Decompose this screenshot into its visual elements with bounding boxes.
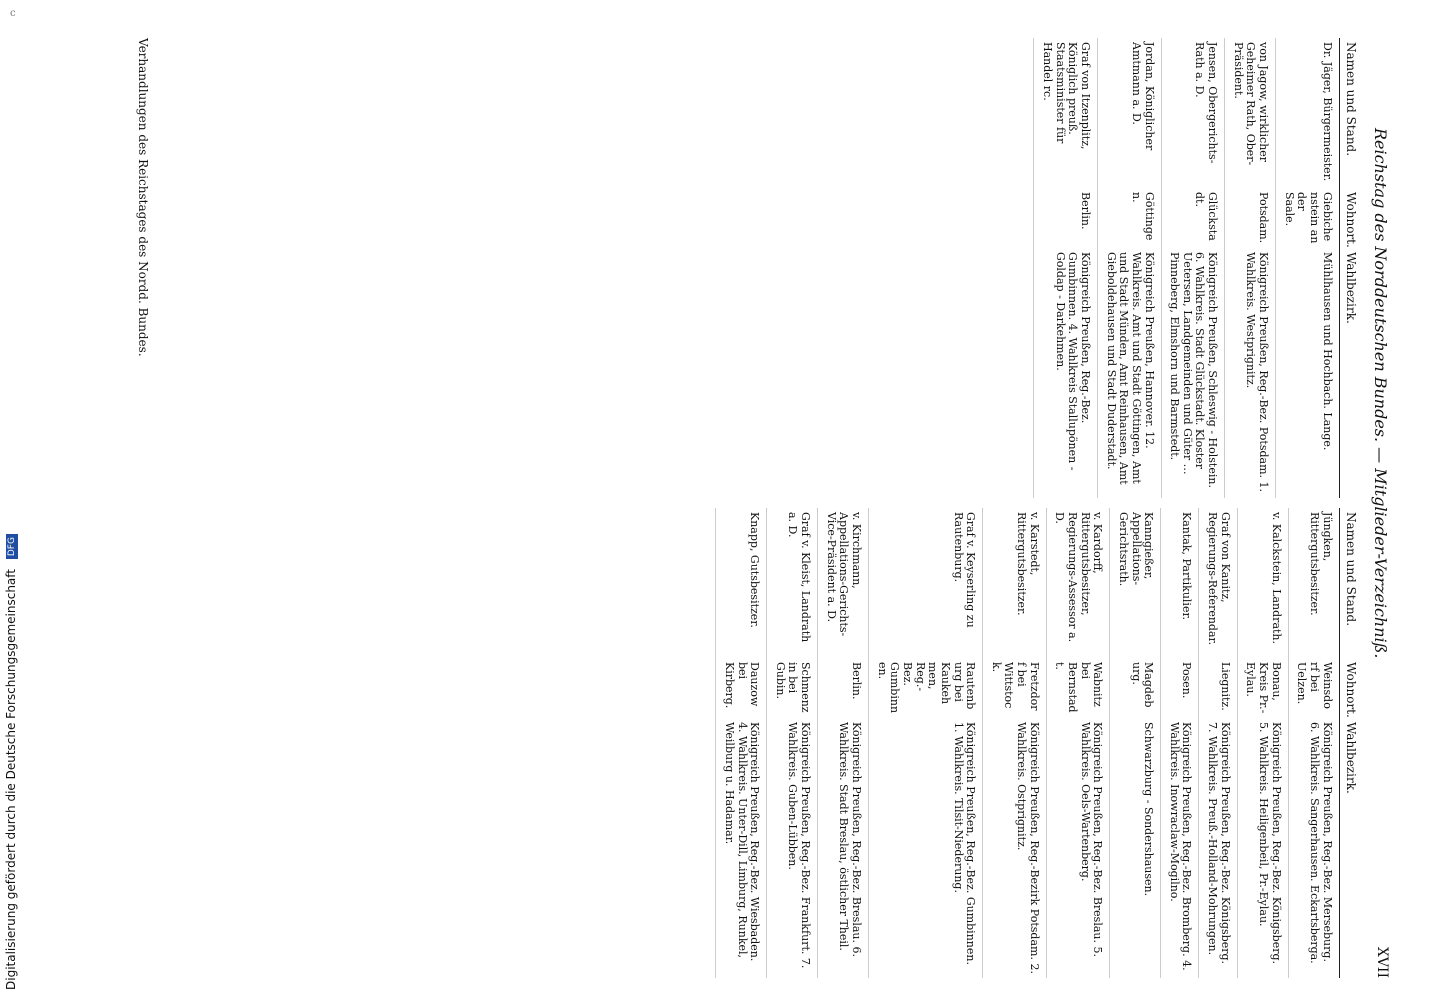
member-district: Mühlhausen und Hochbach. Lange.: [1320, 252, 1334, 451]
member-district: Königreich Preußen, Reg.-Bez. Gumbinnen. 1. Wahlkreis. Tilsit-Niederung.: [951, 722, 978, 965]
right-member-table: [715, 508, 1362, 978]
member-name: Knapp, Gutsbesitzer.: [748, 512, 762, 628]
member-residence: Weinsdorf bei Uelzen.: [1295, 662, 1334, 709]
member-name: Graf v. Kleist, Landrath a. D.: [786, 512, 813, 643]
small-mark: c: [10, 8, 16, 19]
member-district: Königreich Preußen, Reg.-Bez. Potsdam. 1. Wahlkreis. Westprignitz.: [1244, 252, 1271, 492]
funding-sidebar: [4, 534, 18, 990]
member-district: Königreich Preußen, Reg.-Bez. Königsberg. 7. Wahlkreis. Preuß.-Holland-Mohrungen.: [1206, 722, 1232, 965]
member-district: Königreich Preußen, Reg.-Bez. Gumbinnen. 4. Wahlkreis Stallupönen - Goldap - Darkehmen.: [1053, 252, 1092, 471]
member-residence: Wabnitz bei Bernstadt.: [1053, 662, 1105, 713]
member-district: Königreich Preußen, Reg.-Bez. Bromberg. 4. Wahlkreis. Inowraclaw-Mogilno.: [1167, 722, 1194, 971]
table-row: [982, 508, 1046, 978]
member-district: Königreich Preußen, Reg.-Bezirk Potsdam. 2. Wahlkreis. Ostprignitz.: [1015, 722, 1041, 974]
right-table-header: [1339, 508, 1362, 978]
member-name: v. Kalckstein, Landrath.: [1269, 512, 1283, 644]
member-district: Königreich Preußen, Schleswig - Holstein. 6. Wahlkreis. Stadt Glückstadt. Kloster Uetersen, Landgemeinden und Güter … Pinneberg, Elmshorn und Barmstedt.: [1168, 252, 1220, 488]
member-name: Graf von Itzenplitz, Königlich preuß. Staatsminister für Handel rc.: [1041, 42, 1092, 150]
table-row: [715, 508, 766, 978]
member-district: Königreich Preußen, Hannover. 12. Wahlkreis. Amt und Stadt Göttingen, Amt und Stadt Münden, Amt Reinhausen, Amt Gieboldehausen und Stadt Duderstadt.: [1104, 252, 1156, 485]
table-row: [1275, 38, 1339, 498]
member-district: Schwarzburg - Sondershausen.: [1142, 722, 1156, 897]
table-row: [868, 508, 982, 978]
member-name: v. Karstedt, Rittergutsbesitzer.: [1015, 512, 1041, 616]
left-table-rows: [1033, 38, 1338, 498]
table-row: [1033, 38, 1097, 498]
member-residence: Rautenburg bei Kaukehmen, Reg.-Bez. Gumbinnen.: [875, 662, 978, 714]
header-residence: Wohnort.: [1344, 662, 1358, 718]
scan-marks: [10, 8, 16, 19]
header-name: Namen und Stand.: [1344, 512, 1358, 627]
table-row: [1224, 38, 1275, 498]
table-row: [1237, 508, 1288, 978]
page-number: XVII: [1374, 946, 1390, 978]
member-district: Königreich Preußen, Reg.-Bez. Wiesbaden. 4. Wahlkreis. Unter-Dill, Limburg, Runkel, Weilburg u. Hadamar.: [722, 722, 762, 962]
member-residence: Berlin.: [1079, 192, 1092, 230]
member-name: von Jagow, wirklicher Geheimer Rath, Ober-Präsident.: [1231, 42, 1271, 166]
funding-text: Digitalisierung gefördert durch die Deutsche Forschungsgemeinschaft: [4, 568, 18, 990]
table-row: [817, 508, 868, 978]
member-residence: Göttingen.: [1129, 192, 1156, 241]
table-row: [1160, 508, 1198, 978]
member-name: v. Kardorff, Rittergutsbesitzer, Regierungs-Assessor a. D.: [1053, 512, 1105, 643]
member-name: Kanngießer, Appellations-Gerichtsrath.: [1116, 512, 1156, 587]
left-table-header: [1339, 38, 1362, 498]
member-district: Königreich Preußen, Reg.-Bez. Merseburg. 6. Wahlkreis. Sangerhausen. Eckartsberga.: [1307, 722, 1334, 964]
member-district: Königreich Preußen, Reg.-Bez. Breslau. 5. Wahlkreis. Oels-Wartenberg.: [1078, 722, 1105, 957]
member-district: Königreich Preußen, Reg.-Bez. Breslau. 6. Wahlkreis. Stadt Breslau, östlicher Theil.: [837, 722, 864, 957]
member-residence: Giebichenstein an der Saale.: [1282, 192, 1334, 244]
member-residence: Posen.: [1180, 662, 1194, 699]
table-row: [1288, 508, 1339, 978]
member-residence: Dauzow bei Kirberg.: [722, 662, 762, 709]
table-row: [1161, 38, 1225, 498]
table-row: [1097, 38, 1161, 498]
member-residence: Berlin.: [850, 662, 864, 700]
table-row: [766, 508, 817, 978]
header-district: Wahlbezirk.: [1344, 722, 1358, 794]
page-header: [1368, 38, 1390, 978]
member-name: Graf v. Keyserling zu Rautenburg.: [951, 512, 978, 628]
member-residence: Bonau, Kreis Pr.-Eylau.: [1244, 662, 1283, 714]
member-residence: Potsdam.: [1257, 192, 1271, 244]
header-residence: Wohnort.: [1344, 192, 1358, 248]
member-name: Graf von Kanitz, Regierungs-Referendar.: [1206, 512, 1232, 646]
header-district: Wahlbezirk.: [1344, 252, 1358, 324]
document-sheet: [90, 38, 1390, 978]
left-member-table: [1033, 38, 1362, 498]
dfg-badge: DFG: [6, 534, 18, 559]
member-name: Jordan, Königlicher Amtmann a. D.: [1129, 42, 1156, 151]
table-row: [1109, 508, 1160, 978]
header-name: Namen und Stand.: [1344, 42, 1358, 157]
table-row: [1046, 508, 1110, 978]
right-table-rows: [715, 508, 1338, 978]
member-name: v. Kirchmann, Appellations-Gerichts-Vice-Präsident a. D.: [824, 512, 864, 637]
member-residence: Magdeburg.: [1129, 662, 1156, 708]
member-district: Königreich Preußen, Reg.-Bez. Königsberg. 5. Wahlkreis. Heiligenbeil, Pr.-Eylau.: [1257, 722, 1283, 965]
member-name: Dr. Jäger, Bürgermeister.: [1320, 42, 1334, 182]
member-residence: Schmenzin bei Gubin.: [773, 662, 813, 713]
member-residence: Glückstadt.: [1193, 192, 1220, 241]
member-name: Jensen, Obergerichts-Rath a. D.: [1193, 42, 1220, 164]
member-residence: Fretzdorf bei Wittstock.: [989, 662, 1041, 711]
member-district: Königreich Preußen, Reg.-Bez. Frankfurt. 7. Wahlkreis. Guben-Lübben.: [786, 722, 813, 969]
page-title: Reichstag des Norddeutschen Bundes. — Mitglieder-Verzeichniß.: [1371, 128, 1390, 659]
member-name: Kantak, Partikulier.: [1180, 512, 1194, 621]
footer-note: Verhandlungen des Reichstages des Nordd. Bundes.: [136, 38, 150, 357]
table-row: [1198, 508, 1236, 978]
member-residence: Liegnitz.: [1218, 662, 1232, 711]
member-name: Jüngken, Rittergutsbesitzer.: [1307, 512, 1334, 616]
